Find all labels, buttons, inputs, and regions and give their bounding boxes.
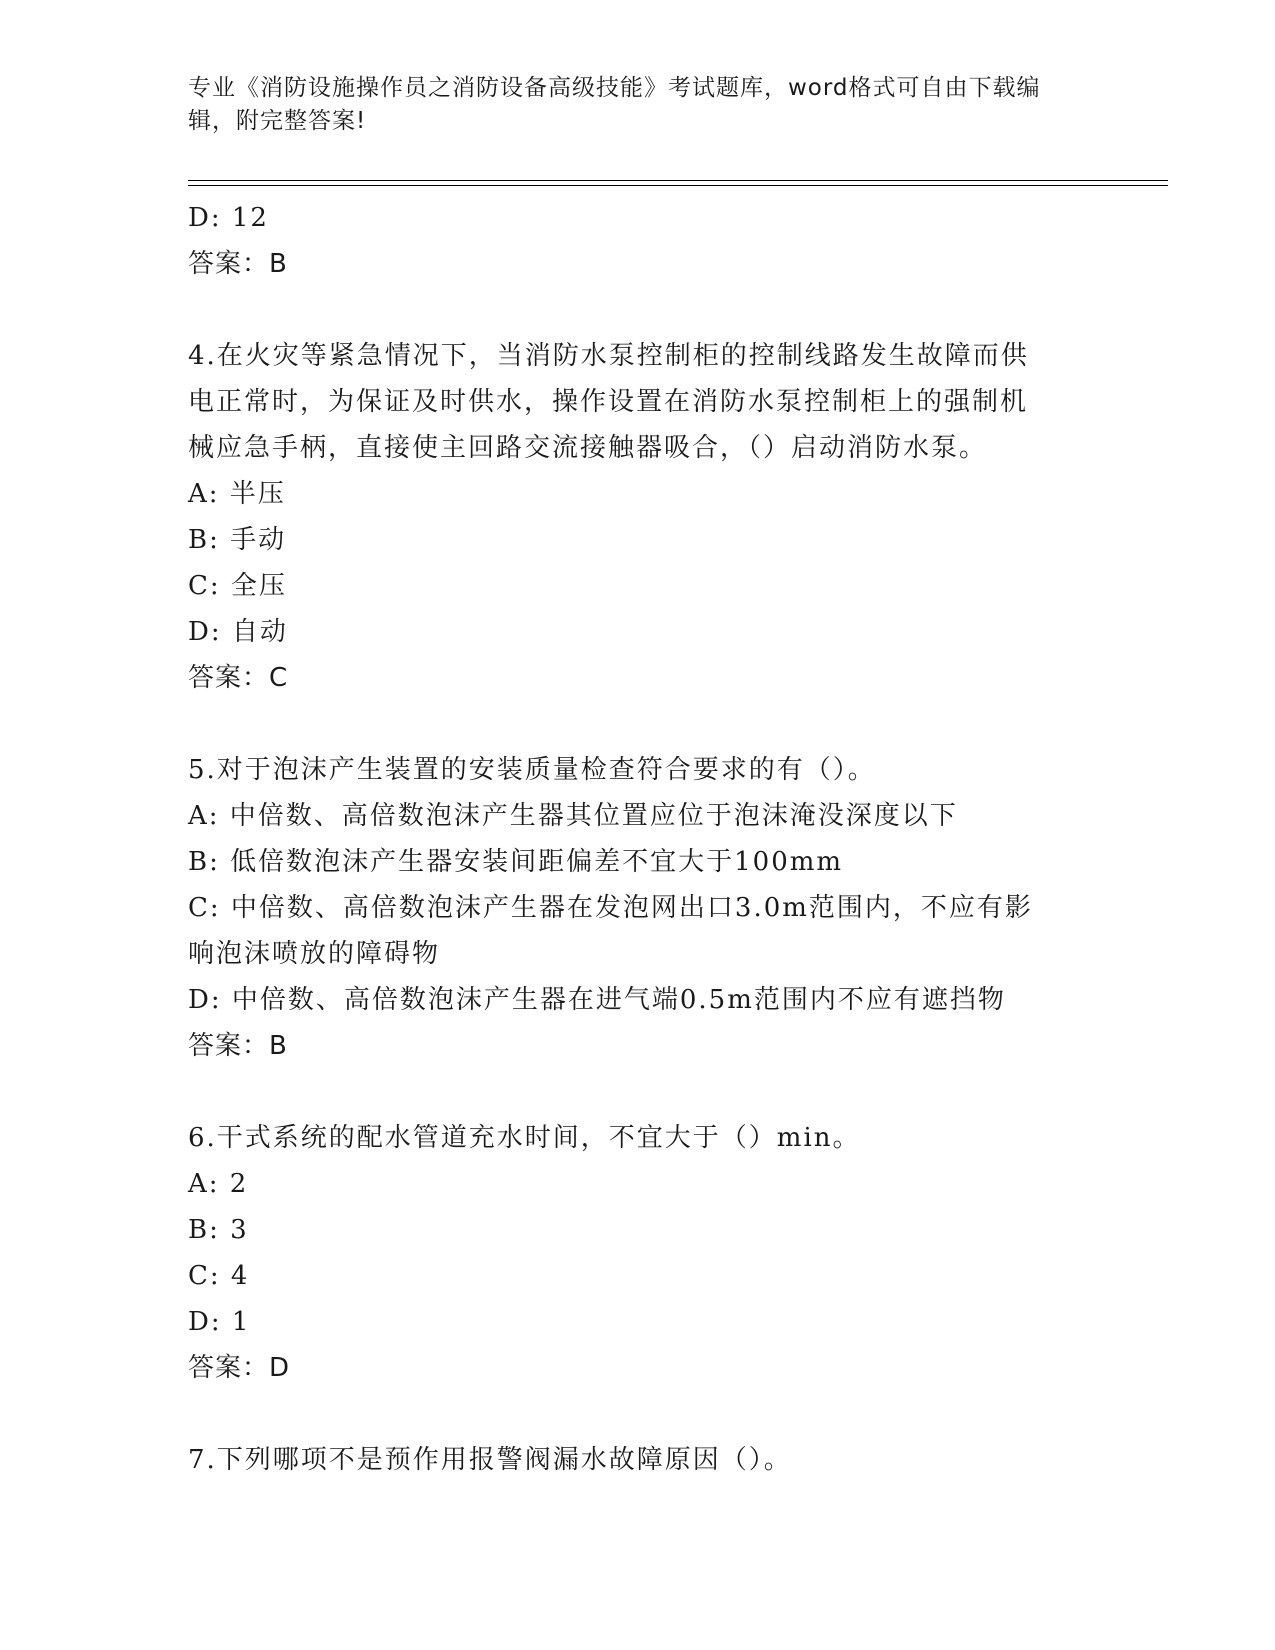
question-7 [188,1437,1068,1483]
answer: 答案：D [188,1353,291,1383]
question-stem: 7.下列哪项不是预作用报警阀漏水故障原因（）。 [188,1445,792,1475]
answer: 答案：C [188,663,289,693]
question-stem-line: 4.在火灾等紧急情况下，当消防水泵控制柜的控制线路发生故障而供 [188,341,1029,371]
question-3-tail [188,195,1068,287]
option-d: D: 自动 [188,617,288,647]
question-stem-line: 械应急手柄，直接使主回路交流接触器吸合，（）启动消防水泵。 [188,433,988,463]
answer: 答案：B [188,249,288,279]
question-list [188,195,1068,1483]
question-6 [188,1115,1068,1391]
option-b: B: 低倍数泡沫产生器安装间距偏差不宜大于100mm [188,847,844,877]
question-4 [188,333,1068,701]
question-stem: 6.干式系统的配水管道充水时间，不宜大于（）min。 [188,1123,861,1153]
option-d: D: 1 [188,1307,251,1337]
option-b: B: 3 [188,1215,249,1245]
option-d: D: 中倍数、高倍数泡沫产生器在进气端0.5m范围内不应有遮挡物 [188,985,1006,1015]
question-stem-line: 电正常时，为保证及时供水，操作设置在消防水泵控制柜上的强制机 [188,387,1029,417]
header-line-2: 辑，附完整答案! [188,108,367,134]
header-divider-top [188,180,1168,181]
option-c-continued: 响泡沫喷放的障碍物 [188,939,441,969]
spacer [188,1069,1068,1115]
option-c: C: 全压 [188,571,287,601]
option-a: A: 半压 [188,479,286,509]
header-divider-bottom [188,185,1168,186]
question-stem: 5.对于泡沫产生装置的安装质量检查符合要求的有（）。 [188,755,876,785]
spacer [188,701,1068,747]
spacer [188,1391,1068,1437]
option-a: A: 中倍数、高倍数泡沫产生器其位置应位于泡沫淹没深度以下 [188,801,958,831]
option-d: D: 12 [188,203,269,233]
option-a: A: 2 [188,1169,249,1199]
answer: 答案：B [188,1031,288,1061]
option-b: B: 手动 [188,525,287,555]
header-line-1: 专业《消防设施操作员之消防设备高级技能》考试题库，word格式可自由下载编 [188,75,1041,101]
document-header [188,72,1068,138]
question-5 [188,747,1068,1069]
option-c: C: 中倍数、高倍数泡沫产生器在发泡网出口3.0m范围内，不应有影 [188,893,1033,923]
spacer [188,287,1068,333]
option-c: C: 4 [188,1261,250,1291]
